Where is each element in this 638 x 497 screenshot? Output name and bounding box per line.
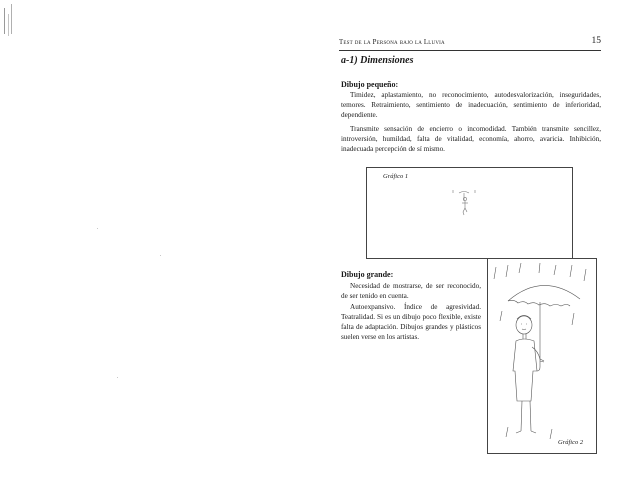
scan-speck (97, 228, 98, 229)
large-drawing-paragraph-1: Necesidad de mostrarse, de ser reconocido, de ser tenido en cuenta. (341, 282, 481, 301)
figure-1-caption: Gráfico 1 (383, 173, 409, 180)
small-drawing-paragraph-2: Transmite sensación de encierro o incomodidad. También transmite sencillez, introversión, humildad, falta de vitalidad, economía, ahorro, avaricia. Inhibición, inadecuada percepción de sí mismo. (341, 125, 601, 154)
running-header (339, 36, 601, 51)
figure-2-caption: Gráfico 2 (558, 439, 584, 446)
page-number: 15 (591, 36, 601, 46)
section-title: a-1) Dimensiones (341, 55, 414, 66)
small-drawing-heading: Dibujo pequeño: (341, 80, 399, 89)
small-person-drawing (367, 168, 572, 258)
scan-speck (117, 377, 118, 378)
figure-1-box (366, 167, 573, 259)
small-drawing-paragraph-1: Timidez, aplastamiento, no reconocimiento, autodesvalorización, inseguridades, temores. Retraimiento, sentimiento de inadecuación, sentimiento de inferioridad, dependiente. (341, 91, 601, 120)
scan-artifact (4, 8, 5, 34)
large-drawing-heading: Dibujo grande: (341, 270, 394, 279)
scan-artifact (8, 14, 9, 36)
figure-2-box (487, 258, 597, 454)
large-person-drawing (488, 259, 596, 453)
large-drawing-paragraph-2: Autoexpansivo. Índice de agresividad. Teatralidad. Si es un dibujo poco flexible, existe falta de adaptación. Dibujos grandes y plásticos suelen verse en los artistas. (341, 303, 481, 342)
running-title: Test de la Persona bajo la Lluvia (339, 39, 445, 46)
scan-speck (160, 255, 161, 256)
scan-artifact (11, 4, 12, 34)
